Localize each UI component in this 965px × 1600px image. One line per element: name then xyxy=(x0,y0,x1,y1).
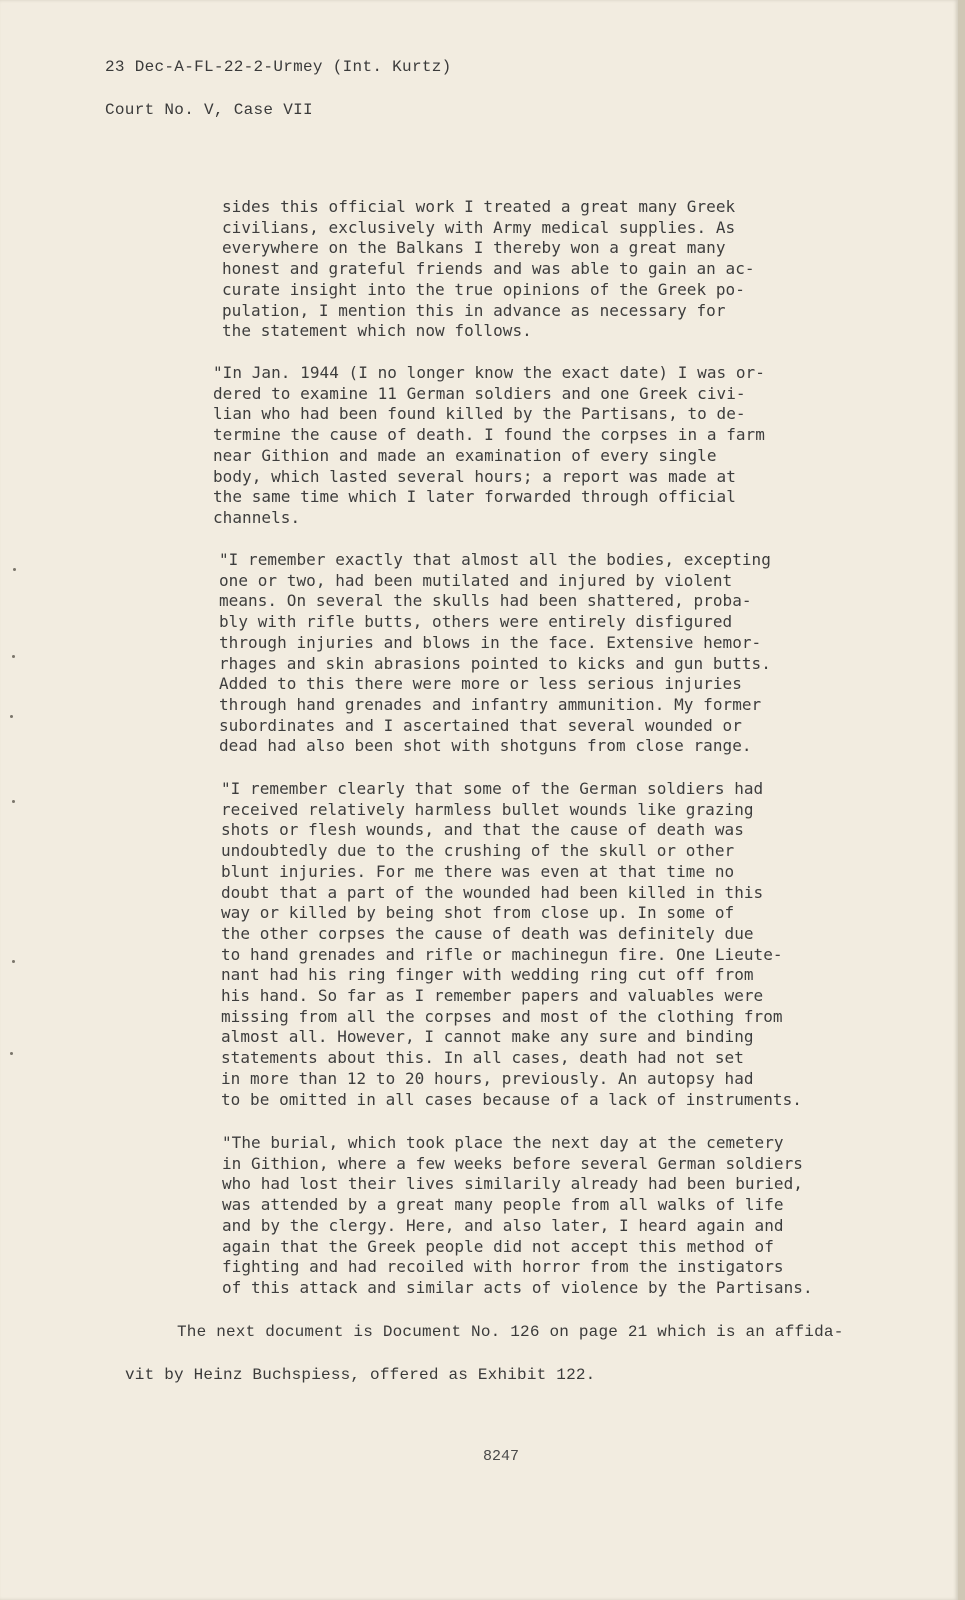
margin-speck xyxy=(12,655,15,658)
paragraph-burial: "The burial, which took place the next day at the cemetery in Githion, where a few weeks before several German soldiers who had lost their lives similarily already had been buried, was attended by a great many people from all walks of life and by the clergy. Here, and also later, I heard again and again that the Greek people did not accept this method of fighting and had recoiled with horror from the instigators of this attack and similar acts of violence by the Partisans. xyxy=(222,1133,813,1297)
paragraph-official-work: sides this official work I treated a great many Greek civilians, exclusively with Army medical supplies. As everywhere on the Balkans I thereby won a great many honest and grateful friends and was able to gain an ac- curate insight into the true opinions of the Greek po- pulation, I mention this in advance as necessary for the statement which now follows. xyxy=(222,197,755,341)
margin-speck xyxy=(12,960,15,963)
paragraph-examination: "In Jan. 1944 (I no longer know the exact date) I was or- dered to examine 11 German soldiers and one Greek civi- lian who had been found killed by the Partisans, to de- termine the cause of death. I found the corpses in a farm near Githion and made an examination of every single body, which lasted several hours; a report was made at the same time which I later forwarded through official channels. xyxy=(213,363,765,527)
paragraph-wounds: "I remember clearly that some of the German soldiers had received relatively harmless bullet wounds like grazing shots or flesh wounds, and that the cause of death was undoubtedly due to the crushing of the skull or other blunt injuries. For me there was even at that time no doubt that a part of the wounded had been killed in this way or killed by being shot from close up. In some of the other corpses the cause of death was definitely due to hand grenades and rifle or machinegun fire. One Lieute- nant had his ring finger with wedding ring cut off from his hand. So far as I remember papers and valuables were missing from all the corpses and most of the clothing from almost all. However, I cannot make any sure and binding statements about this. In all cases, death had not set in more than 12 to 20 hours, previously. An autopsy had to be omitted in all cases because of a lack of instruments. xyxy=(221,779,802,1109)
margin-speck xyxy=(12,800,15,803)
margin-speck xyxy=(10,1052,13,1055)
court-case-header: Court No. V, Case VII xyxy=(105,101,313,119)
page-edge xyxy=(958,0,965,1600)
page-number: 8247 xyxy=(483,1448,520,1465)
paragraph-mutilation: "I remember exactly that almost all the bodies, excepting one or two, had been mutilated and injured by violent means. On several the skulls had been shattered, proba- bly with rifle butts, others were entirely disfigured through injuries and blows in the face. Extensive hemor- rhages and skin abrasions pointed to kicks and gun butts. Added to this there were more or less serious injuries through hand grenades and infantry ammunition. My former subordinates and I ascertained that several wounded or dead had also been shot with shotguns from close range. xyxy=(219,550,771,756)
closing-statement-line1: The next document is Document No. 126 on page 21 which is an affida- xyxy=(177,1323,844,1341)
margin-speck xyxy=(10,715,13,718)
closing-statement-line2: vit by Heinz Buchspiess, offered as Exhibit 122. xyxy=(125,1366,596,1384)
margin-speck xyxy=(13,568,16,571)
case-reference-header: 23 Dec-A-FL-22-2-Urmey (Int. Kurtz) xyxy=(105,58,452,76)
